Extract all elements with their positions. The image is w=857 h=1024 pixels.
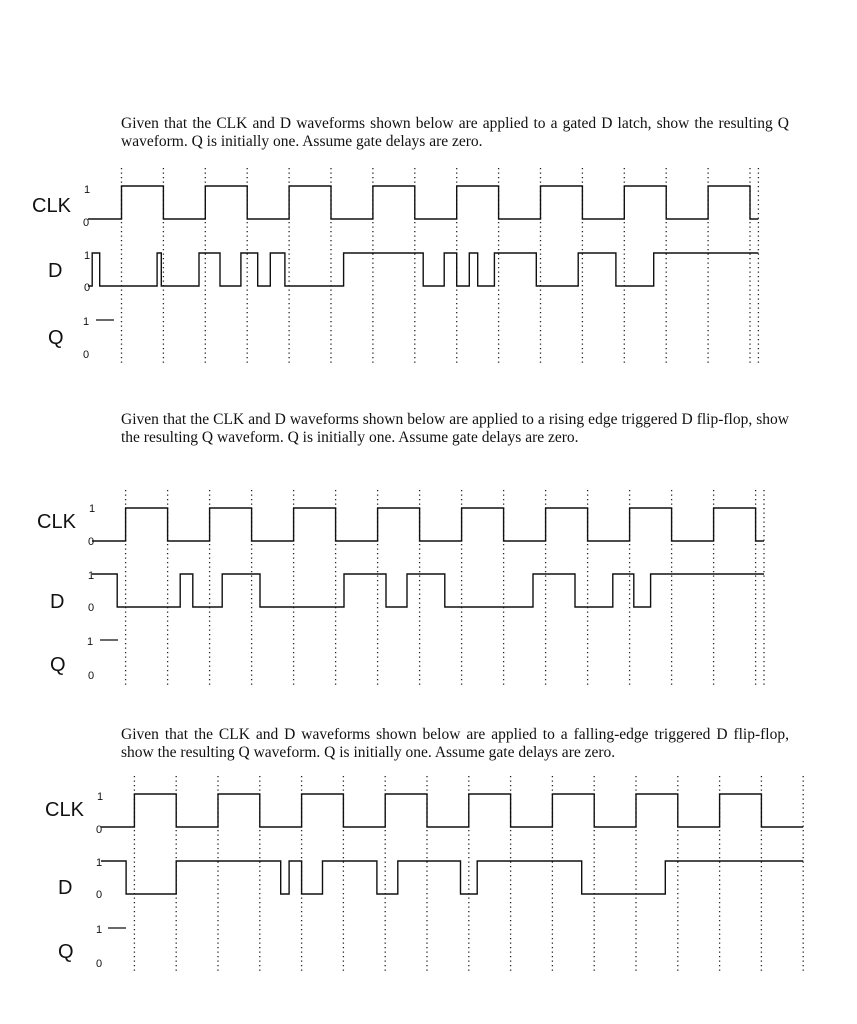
diagram-1-gated-d-latch [32,168,758,364]
q-label: Q [58,941,74,963]
clk-label: CLK [37,511,76,533]
d-level-low: 0 [88,602,95,614]
q-level-low: 0 [88,670,95,682]
q-level-high: 1 [96,924,103,936]
clock-edge-guides [122,168,759,364]
clk-waveform [92,508,764,541]
diagram-2-rising-edge-dff [37,490,764,686]
d-waveform [101,861,803,894]
clk-level-low: 0 [88,536,95,548]
d-level-low: 0 [84,282,91,294]
d-waveform [92,574,764,607]
clk-label: CLK [45,799,84,821]
q-level-high: 1 [83,316,90,328]
d-level-high: 1 [88,570,95,582]
clk-label: CLK [32,195,71,217]
q-label: Q [50,654,66,676]
q-label: Q [48,327,64,349]
d-label: D [58,877,73,899]
clk-level-low: 0 [83,217,90,229]
d-level-high: 1 [84,250,91,262]
d-label: D [48,260,63,282]
problem-1-text: Given that the CLK and D waveforms shown below are applied to a gated D latch, show the resulting Q waveform. Q is initially one. Assume gate delays are zero. [121,115,789,150]
q-level-high: 1 [87,636,94,648]
q-level-low: 0 [83,349,90,361]
d-level-low: 0 [96,889,103,901]
d-label: D [50,591,65,613]
diagram-3-falling-edge-dff [45,776,803,972]
clk-waveform [101,794,803,827]
q-level-low: 0 [96,958,103,970]
problem-2-text: Given that the CLK and D waveforms shown below are applied to a rising edge triggered D flip-flop, show the resulting Q waveform. Q is initially one. Assume gate delays are zero. [121,411,789,446]
clk-level-high: 1 [84,184,91,196]
d-waveform [88,253,758,286]
problem-3-text: Given that the CLK and D waveforms shown below are applied to a falling-edge triggered D flip-flop, show the resulting Q waveform. Q is initially one. Assume gate delays are zero. [121,726,789,761]
d-level-high: 1 [96,857,103,869]
clk-level-low: 0 [96,824,103,836]
clk-level-high: 1 [89,503,96,515]
clk-waveform [88,186,758,219]
clk-level-high: 1 [97,791,104,803]
